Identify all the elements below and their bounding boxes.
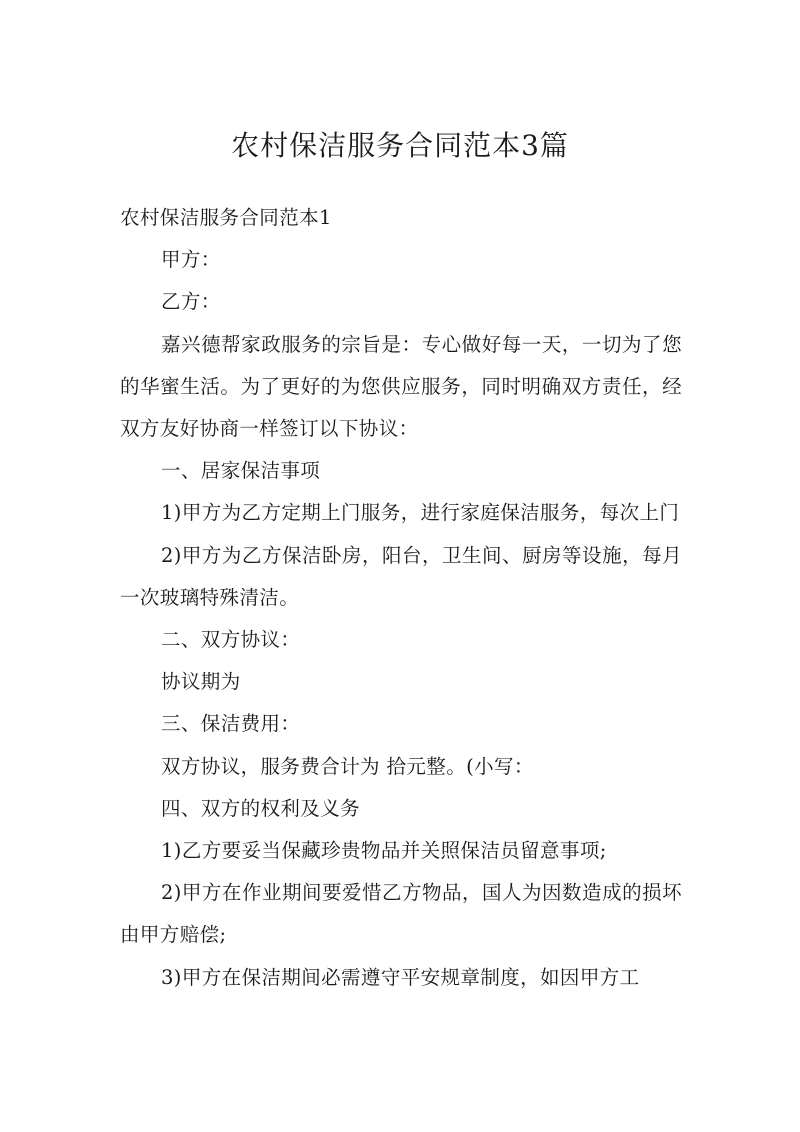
clause-item: 1)乙方要妥当保藏珍贵物品并关照保洁员留意事项; [161,839,607,863]
clause-item: 双方协议，服务费合计为 拾元整。(小写： [161,754,534,778]
party-a-line: 甲方： [161,248,221,272]
clause-item: 3)甲方在保洁期间必需遵守平安规章制度，如因甲方工 [161,965,640,989]
clause-heading-2: 二、双方协议： [161,628,301,652]
clause-heading-1: 一、居家保洁事项 [161,459,321,483]
clause-heading-4: 四、双方的权利及义务 [161,796,361,820]
clause-item: 协议期为 [161,670,241,694]
section-heading: 农村保洁服务合同范本1 [120,206,332,229]
clause-item: 1)甲方为乙方定期上门服务，进行家庭保洁服务，每次上门 [161,501,680,525]
clause-item: 2)甲方在作业期间要爱惜乙方物品，国人为因数造成的损坏由甲方赔偿; [120,881,682,947]
clause-item: 2)甲方为乙方保洁卧房，阳台，卫生间、厨房等设施，每月一次玻璃特殊清洁。 [120,543,682,609]
document-body [120,197,682,999]
intro-paragraph: 嘉兴德帮家政服务的宗旨是：专心做好每一天，一切为了您的华蜜生活。为了更好的为您供应服务，同时明确双方责任，经双方友好协商一样签订以下协议： [120,332,682,441]
document-title: 农村保洁服务合同范本3篇 [231,129,569,162]
clause-heading-3: 三、保洁费用： [161,712,301,736]
party-b-line: 乙方： [161,290,221,314]
